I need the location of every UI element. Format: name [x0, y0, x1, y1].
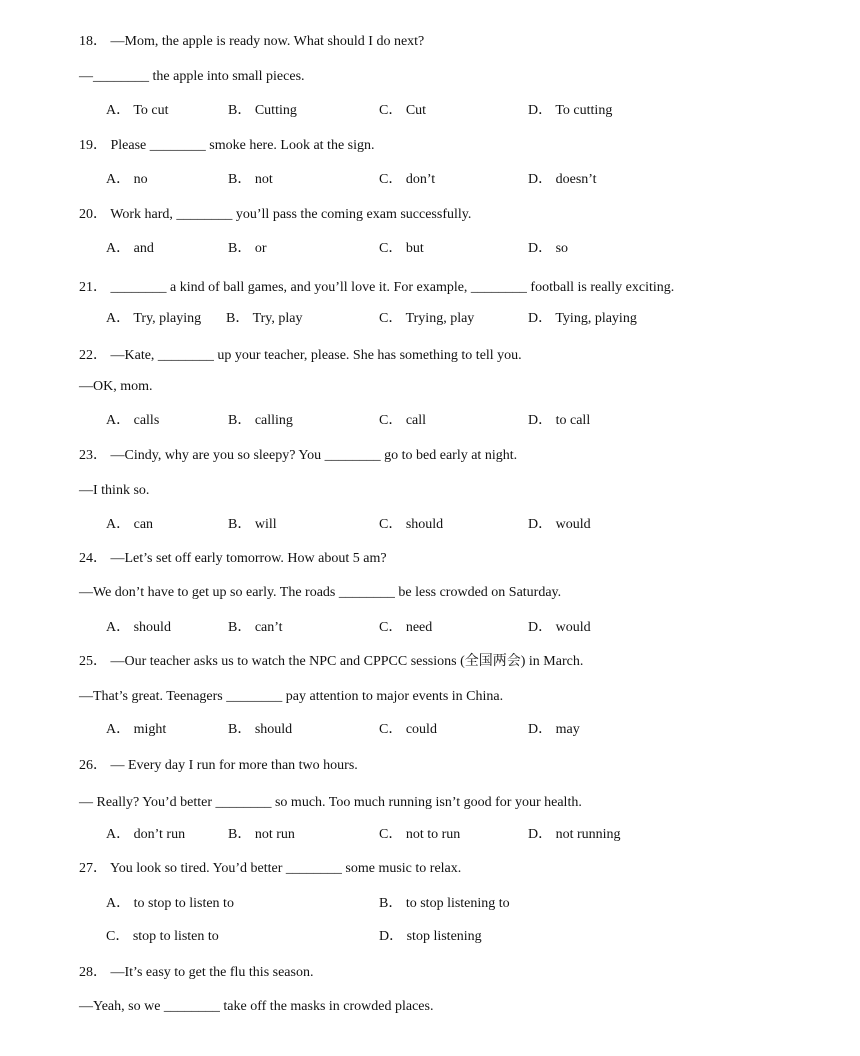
option-b: B． will	[228, 517, 277, 532]
question-24-reply: —We don’t have to get up so early. The roads ________ be less crowded on Saturday.	[79, 585, 562, 600]
option-d: D． doesn’t	[528, 172, 597, 187]
option-c: C． could	[379, 722, 437, 737]
question-26-options	[0, 826, 860, 844]
option-a: A． no	[106, 172, 148, 187]
option-c: C． should	[379, 517, 444, 532]
option-a: A． should	[106, 620, 171, 635]
question-19-options	[0, 171, 860, 189]
question-22-stem: 22． —Kate, ________ up your teacher, please. She has something to tell you.	[79, 348, 522, 363]
option-a: A． calls	[106, 413, 160, 428]
option-a: A． might	[106, 722, 167, 737]
option-d: D． would	[528, 517, 591, 532]
option-d: D． to call	[528, 413, 591, 428]
question-24-options	[0, 619, 860, 637]
option-b: B． can’t	[228, 620, 283, 635]
question-20-stem: 20． Work hard, ________ you’ll pass the coming exam successfully.	[79, 207, 472, 222]
option-c: C． but	[379, 241, 424, 256]
question-21-options	[0, 310, 860, 328]
option-a: A． to stop to listen to	[106, 896, 234, 911]
option-c: C． need	[379, 620, 433, 635]
option-a: A． don’t run	[106, 827, 186, 842]
option-b: B． should	[228, 722, 293, 737]
option-b: B． or	[228, 241, 267, 256]
option-d: D． so	[528, 241, 569, 256]
option-b: B． not	[228, 172, 273, 187]
option-d: D． Tying, playing	[528, 311, 637, 326]
question-18-options	[0, 102, 860, 120]
question-25-stem: 25． —Our teacher asks us to watch the NPC and CPPCC sessions (全国两会) in March.	[79, 654, 584, 669]
option-c: C． call	[379, 413, 427, 428]
option-c: C． stop to listen to	[106, 929, 219, 944]
option-c: C． Trying, play	[379, 311, 475, 326]
option-d: D． may	[528, 722, 580, 737]
option-b: B． Cutting	[228, 103, 297, 118]
question-23-options	[0, 516, 860, 534]
question-21-stem: 21． ________ a kind of ball games, and you’ll love it. For example, ________ football is really exciting.	[79, 280, 675, 295]
option-a: A． and	[106, 241, 154, 256]
option-b: B． not run	[228, 827, 295, 842]
option-a: A． Try, playing	[106, 311, 202, 326]
question-22-options	[0, 412, 860, 430]
question-28-stem: 28． —It’s easy to get the flu this season.	[79, 965, 314, 980]
question-22-reply: —OK, mom.	[79, 379, 153, 394]
option-b: B． to stop listening to	[379, 896, 510, 911]
option-d: D． would	[528, 620, 591, 635]
question-28-reply: —Yeah, so we ________ take off the masks in crowded places.	[79, 999, 434, 1014]
option-b: B． Try, play	[226, 311, 303, 326]
option-d: D． To cutting	[528, 103, 613, 118]
option-c: C． don’t	[379, 172, 436, 187]
option-d: D． stop listening	[379, 929, 482, 944]
question-18-stem: 18． —Mom, the apple is ready now. What should I do next?	[79, 34, 425, 49]
question-23-reply: —I think so.	[79, 483, 150, 498]
question-23-stem: 23． —Cindy, why are you so sleepy? You ________ go to bed early at night.	[79, 448, 518, 463]
question-18-reply: —________ the apple into small pieces.	[79, 69, 305, 84]
option-b: B． calling	[228, 413, 293, 428]
question-25-options	[0, 721, 860, 739]
option-a: A． To cut	[106, 103, 169, 118]
option-c: C． Cut	[379, 103, 427, 118]
question-26-stem: 26． — Every day I run for more than two hours.	[79, 758, 358, 773]
question-27-options-row1	[0, 895, 860, 913]
question-19-stem: 19． Please ________ smoke here. Look at the sign.	[79, 138, 375, 153]
question-20-options	[0, 240, 860, 258]
question-27-options-row2	[0, 928, 860, 946]
option-a: A． can	[106, 517, 154, 532]
question-26-reply: — Really? You’d better ________ so much. Too much running isn’t good for your health.	[79, 795, 582, 810]
option-d: D． not running	[528, 827, 621, 842]
question-27-stem: 27． You look so tired. You’d better ________ some music to relax.	[79, 861, 462, 876]
option-c: C． not to run	[379, 827, 461, 842]
question-24-stem: 24． —Let’s set off early tomorrow. How about 5 am?	[79, 551, 387, 566]
question-25-reply: —That’s great. Teenagers ________ pay attention to major events in China.	[79, 689, 504, 704]
